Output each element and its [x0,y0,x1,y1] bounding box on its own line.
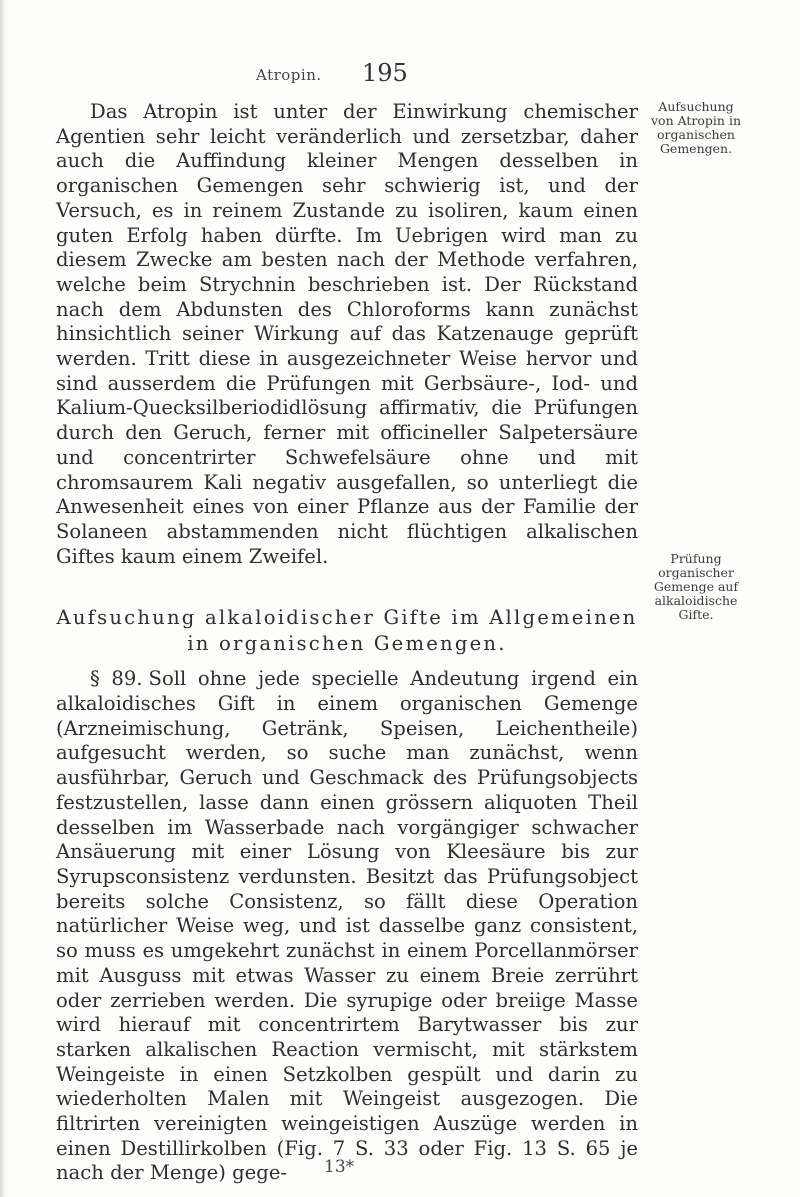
page-header [40,59,680,92]
running-head: Atropin. [256,66,322,84]
paragraph-section-89 [56,667,638,1186]
signature-mark: 13* [324,1157,355,1177]
main-text-column [56,100,638,1186]
page-gutter-shadow [0,0,8,1197]
paragraph-section-89-text: Soll ohne jede specielle Andeutung irgend ein alkaloidisches Gift in einem organischen Gemenge (Arzneimischung, Getränk, Speisen, Leichentheile) aufgesucht werden, so suche man zunächst, wenn ausführbar, Geruch und Geschmack des Prüfungsobjects festzustellen, lasse dann einen grössern aliquoten Theil desselben im Wasserbade nach vorgängiger schwacher Ansäuerung mit einer Lösung von Kleesäure bis zur Syrupsconsistenz verdunsten. Besitzt das Prüfungsobject bereits solche Consistenz, so fällt diese Operation natürlicher Weise weg, und ist dasselbe ganz consistent, so muss es umgekehrt zunächst in einem Porcellanmörser mit Ausguss mit etwas Wasser zu einem Breie zerrührt oder zerrieben werden. Die syrupige oder breiige Masse wird hierauf mit concentrirtem Barytwasser bis zur starken alkalischen Reaction vermischt, mit stärkstem Weingeiste in einen Setzkolben gespült und darin zu wiederholten Malen mit Weingeist ausgezogen. Die filtrirten vereinigten weingeistigen Auszüge werden in einen Destillirkolben (Fig. 7 S. 33 oder Fig. 13 S. 65 je nach der Menge) gege- [56,667,638,1185]
section-heading [56,605,638,657]
section-number: § 89. [90,667,143,691]
margin-note-atropin: Aufsuchung von Atropin in organischen Gemengen. [650,99,741,156]
page-number: 195 [362,59,408,87]
section-heading-line-2: in organischen Gemengen. [187,632,507,656]
margin-note-pruefung: Prüfung organischer Gemenge auf alkaloidische Gifte. [653,551,739,622]
section-heading-line-1: Aufsuchung alkaloidischer Gifte im Allgemeinen [56,606,638,630]
paragraph-atropin: Das Atropin ist unter der Einwirkung chemischer Agentien sehr leicht veränderlich und zersetzbar, daher auch die Auffindung kleiner Mengen desselben in organischen Gemengen sehr schwierig ist, und der Versuch, es in reinem Zustande zu isoliren, kaum einen guten Erfolg haben dürfte. Im Uebrigen wird man zu diesem Zwecke am besten nach der Methode verfahren, welche beim Strychnin beschrieben ist. Der Rückstand nach dem Abdunsten des Chloroforms kann zunächst hinsichtlich seiner Wirkung auf das Katzenauge geprüft werden. Tritt diese in ausgezeichneter Weise hervor und sind ausserdem die Prüfungen mit Gerbsäure-, Iod- und Kalium-Quecksilberiodidlösung affirmativ, die Prüfungen durch den Geruch, ferner mit officineller Salpetersäure und concentrirter Schwefelsäure ohne und mit chromsaurem Kali negativ ausgefallen, so unterliegt die Anwesenheit eines von einer Pflanze aus der Familie der Solaneen abstammenden nicht flüchtigen alkalischen Giftes kaum einem Zweifel. [56,100,638,568]
